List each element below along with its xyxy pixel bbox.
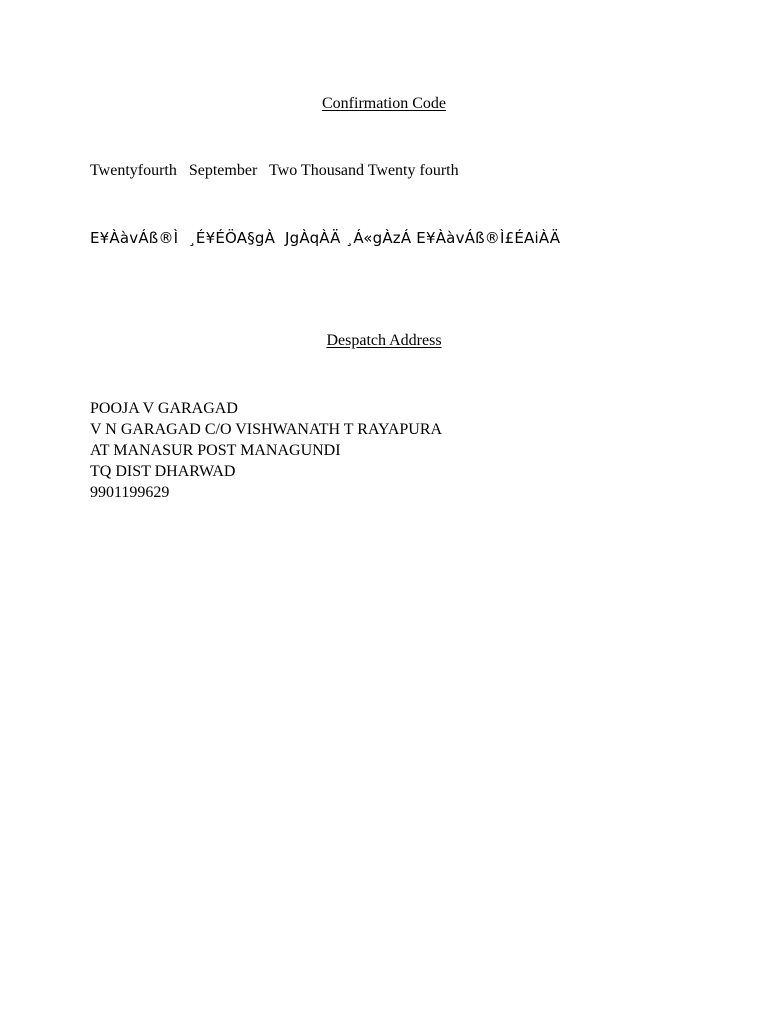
address-line-phone: 9901199629	[90, 484, 170, 501]
despatch-address-heading-text: Despatch Address	[326, 332, 442, 349]
address-line-name: POOJA V GARAGAD	[90, 400, 238, 417]
address-line-care-of: V N GARAGAD C/O VISHWANATH T RAYAPURA	[90, 421, 443, 438]
confirmation-encoded-text: E¥ÀàvÁß®Ì ¸É¥ÉÖA§gÀ JgÀqÀÄ ¸Á«gÀzÁ E¥ÀàvÁß®Ì£ÉAiÀÄ	[90, 229, 561, 247]
confirmation-code-heading-text: Confirmation Code	[322, 95, 446, 112]
confirmation-date-words: Twentyfourth September Two Thousand Twenty fourth	[90, 162, 459, 179]
despatch-address-block	[90, 398, 442, 503]
despatch-address-heading	[0, 331, 768, 351]
address-line-district: TQ DIST DHARWAD	[90, 463, 236, 480]
address-line-post: AT MANASUR POST MANAGUNDI	[90, 442, 341, 459]
confirmation-code-heading	[0, 94, 768, 114]
